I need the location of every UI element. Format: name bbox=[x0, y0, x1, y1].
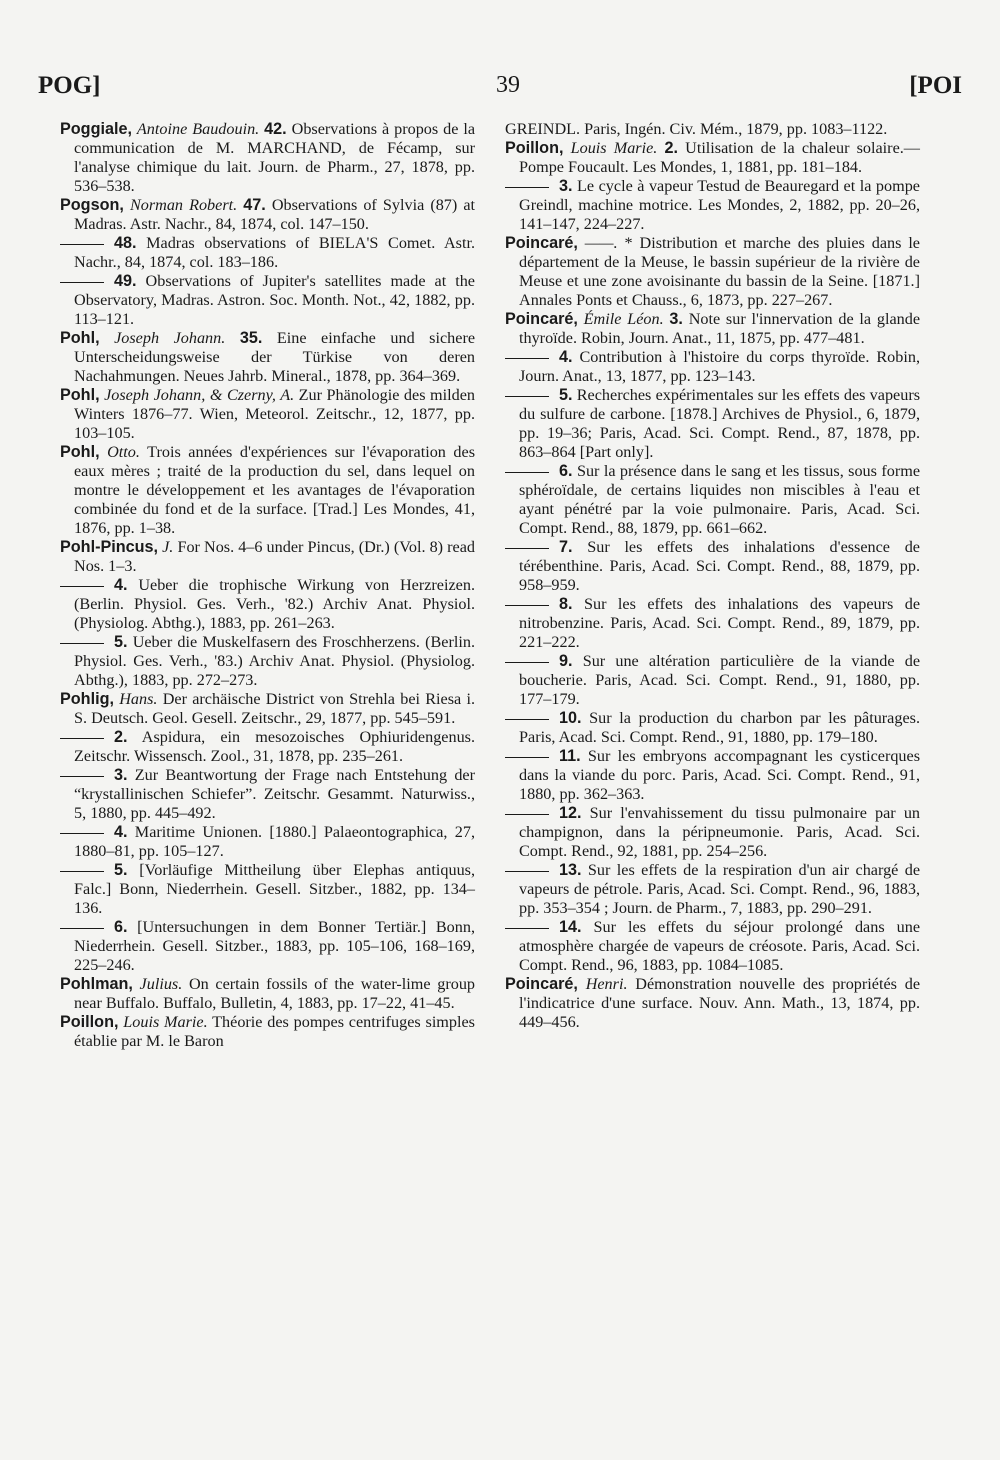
bibliography-entry bbox=[505, 386, 920, 462]
ditto-dash bbox=[60, 871, 104, 872]
entry-citation: Observations of Sylvia (87) at Madras. Astr. Nachr., 84, 1874, col. 147–150. bbox=[74, 196, 476, 233]
entry-number: 3. bbox=[114, 766, 128, 784]
entry-number: 6. bbox=[559, 462, 573, 480]
bibliography-entry bbox=[60, 1013, 475, 1051]
bibliography-entry bbox=[505, 975, 920, 1032]
entry-number: 9. bbox=[559, 652, 573, 670]
ditto-dash bbox=[505, 548, 549, 549]
entry-citation: [Untersuchungen in dem Bonner Tertiär.] Bonn, Niederrhein. Gesell. Sitzber., 1883, pp. 105–106, 168–169, 225–246. bbox=[74, 918, 476, 974]
right-column bbox=[505, 120, 920, 1032]
header-left-range: POG] bbox=[38, 72, 101, 99]
bibliography-entry bbox=[60, 234, 475, 272]
bibliography-entry bbox=[60, 120, 475, 196]
author-given-name: Louis Marie. bbox=[123, 1013, 208, 1031]
entry-citation: Zur Beantwortung der Frage nach Entstehung der “krystallinischen Schiefer”. Zeitschr. Gesammt. Naturwiss., 5, 1880, pp. 445–492. bbox=[74, 766, 476, 822]
author-given-name: Antoine Baudouin. bbox=[136, 120, 260, 138]
bibliography-entry bbox=[505, 804, 920, 861]
entry-citation: Recherches expérimentales sur les effets des vapeurs du sulfure de carbone. [1878.] Archives de Physiol., 6, 1879, pp. 19–36; Paris, Acad. Sci. Compt. Rend., 87, 1878, pp. 863–864 [Part only]. bbox=[519, 386, 921, 461]
ditto-dash bbox=[60, 833, 104, 834]
ditto-dash bbox=[60, 586, 104, 587]
entry-number: 13. bbox=[559, 861, 582, 879]
bibliography-entry bbox=[60, 690, 475, 728]
entry-citation: On certain fossils of the water-lime group near Buffalo. Buffalo, Bulletin, 4, 1883, pp. 17–22, 41–45. bbox=[74, 975, 476, 1012]
entry-number: 42. bbox=[264, 120, 287, 138]
bibliography-entry bbox=[505, 462, 920, 538]
entry-citation: For Nos. 4–6 under Pincus, (Dr.) (Vol. 8) read Nos. 1–3. bbox=[74, 538, 475, 575]
bibliography-entry bbox=[505, 861, 920, 918]
ditto-dash bbox=[505, 928, 549, 929]
bibliography-entry bbox=[505, 652, 920, 709]
bibliography-entry bbox=[60, 443, 475, 538]
entry-number: 3. bbox=[669, 310, 683, 328]
entry-number: 2. bbox=[664, 139, 678, 157]
author-surname: Poincaré, bbox=[505, 310, 578, 328]
entry-citation: Observations à propos de la communication de M. MARCHAND, de Fécamp, sur l'analyse chimique du lait. Journ. de Pharm., 27, 1878, pp. 536–538. bbox=[74, 120, 476, 195]
author-surname: Poincaré, bbox=[505, 234, 578, 252]
author-surname: Pohl, bbox=[60, 443, 100, 461]
author-surname: Poggiale, bbox=[60, 120, 132, 138]
ditto-dash bbox=[505, 187, 549, 188]
entry-citation: Note sur l'innervation de la glande thyroïde. Robin, Journ. Anat., 11, 1875, pp. 477–481. bbox=[519, 310, 921, 347]
entry-number: 5. bbox=[114, 633, 128, 651]
author-surname: Pohlig, bbox=[60, 690, 114, 708]
author-given-name: J. bbox=[162, 538, 174, 556]
entry-number: 2. bbox=[114, 728, 128, 746]
bibliography-entry bbox=[60, 329, 475, 386]
entry-citation: Sur les embryons accompagnant les cysticerques dans la viande du porc. Paris, Acad. Sci. Compt. Rend., 91, 1880, pp. 362–363. bbox=[519, 747, 921, 803]
entry-citation: Théorie des pompes centrifuges simples établie par M. le Baron bbox=[74, 1013, 475, 1050]
entry-citation: Maritime Unionen. [1880.] Palaeontographica, 27, 1880–81, pp. 105–127. bbox=[74, 823, 475, 860]
author-given-name: Émile Léon. bbox=[583, 310, 664, 328]
author-surname: Pohl-Pincus, bbox=[60, 538, 159, 556]
entry-citation: Eine einfache und sichere Unterscheidungsweise der Türkise von deren Nachahmungen. Neues Jahrb. Mineral., 1878, pp. 364–369. bbox=[74, 329, 476, 385]
author-given-name: Louis Marie. bbox=[570, 139, 658, 157]
ditto-dash bbox=[505, 719, 549, 720]
author-given-name: Hans. bbox=[119, 690, 158, 708]
bibliography-entry bbox=[60, 196, 475, 234]
bibliography-entry bbox=[60, 576, 475, 633]
entry-citation: Sur les effets des inhalations d'essence de térébenthine. Paris, Acad. Sci. Compt. Rend., 88, 1879, pp. 958–959. bbox=[519, 538, 920, 594]
entry-citation: Le cycle à vapeur Testud de Beauregard et la pompe Greindl, machine motrice. Les Mondes, 2, 1882, pp. 20–26, 141–147, 224–227. bbox=[519, 177, 920, 233]
author-given-name: Joseph Johann. bbox=[114, 329, 226, 347]
ditto-dash bbox=[60, 643, 104, 644]
entry-citation: Der archäische District von Strehla bei Riesa i. S. Deutsch. Geol. Gesell. Zeitschr., 29, 1877, pp. 545–591. bbox=[74, 690, 476, 727]
entry-citation: Sur l'envahissement du tissu pulmonaire par un champignon, dans la péripneumonie. Paris, Acad. Sci. Compt. Rend., 92, 1881, pp. 254–256. bbox=[519, 804, 921, 860]
author-given-name: Norman Robert. bbox=[129, 196, 238, 214]
entry-citation: [Vorläufige Mittheilung über Elephas antiquus, Falc.] Bonn, Niederrhein. Gesell. Sitzber., 1882, pp. 134–136. bbox=[74, 861, 476, 917]
bibliography-entry bbox=[505, 120, 920, 139]
bibliography-entry bbox=[60, 975, 475, 1013]
entry-citation: GREINDL. Paris, Ingén. Civ. Mém., 1879, pp. 1083–1122. bbox=[505, 120, 888, 138]
author-given-name: ——. bbox=[584, 234, 618, 252]
ditto-dash bbox=[60, 738, 104, 739]
entry-citation: * Distribution et marche des pluies dans le département de la Meuse, le bassin supérieur de la rivière de Meuse et une zone avoisinante du bassin de la Seine. [1871.] Annales Ponts et Chauss., 6, 1873, pp. 227–267. bbox=[519, 234, 920, 309]
entry-number: 47. bbox=[243, 196, 266, 214]
ditto-dash bbox=[505, 396, 549, 397]
entry-citation: Sur les effets de la respiration d'un air chargé de vapeurs de pétrole. Paris, Acad. Sci. Compt. Rend., 96, 1883, pp. 353–354 ; Journ. de Pharm., 7, 1883, pp. 290–291. bbox=[519, 861, 921, 917]
entry-citation: Madras observations of BIELA'S Comet. Astr. Nachr., 84, 1874, col. 183–186. bbox=[74, 234, 476, 271]
entry-citation: Sur la présence dans le sang et les tissus, sous forme sphéroïdale, de certains liquides non miscibles à l'eau et ayant pénétré par la voie pulmonaire. Paris, Acad. Sci. Compt. Rend., 88, 1879, pp. 661–662. bbox=[519, 462, 921, 537]
entry-number: 4. bbox=[114, 576, 128, 594]
entry-number: 5. bbox=[114, 861, 128, 879]
author-given-name: Joseph Johann, & Czerny, A. bbox=[104, 386, 295, 404]
author-surname: Poincaré, bbox=[505, 975, 578, 993]
author-surname: Poillon, bbox=[60, 1013, 119, 1031]
entry-citation: Ueber die trophische Wirkung von Herzreizen. (Berlin. Physiol. Ges. Verh., '82.) Archiv Anat. Physiol. (Physiolog. Abthg.), 1883, pp. 261–263. bbox=[74, 576, 476, 632]
author-given-name: Henri. bbox=[585, 975, 628, 993]
entry-citation: Utilisation de la chaleur solaire.—Pompe Foucault. Les Mondes, 1, 1881, pp. 181–184. bbox=[519, 139, 920, 176]
entry-number: 7. bbox=[559, 538, 573, 556]
entry-number: 10. bbox=[559, 709, 582, 727]
entry-citation: Sur les effets du séjour prolongé dans une atmosphère chargée de vapeurs de créosote. Paris, Acad. Sci. Compt. Rend., 96, 1883, pp. 1084–1085. bbox=[519, 918, 921, 974]
bibliography-entry bbox=[505, 918, 920, 975]
entry-number: 12. bbox=[559, 804, 582, 822]
bibliography-entry bbox=[505, 310, 920, 348]
left-column bbox=[60, 120, 475, 1051]
entry-number: 6. bbox=[114, 918, 128, 936]
entry-number: 35. bbox=[239, 329, 263, 347]
entry-citation: Observations of Jupiter's satellites made at the Observatory, Madras. Astron. Soc. Month. Not., 42, 1882, pp. 113–121. bbox=[74, 272, 475, 328]
entry-citation: Sur une altération particulière de la viande de boucherie. Paris, Acad. Sci. Compt. Rend., 91, 1880, pp. 177–179. bbox=[519, 652, 920, 708]
bibliography-entry bbox=[60, 633, 475, 690]
author-surname: Poillon, bbox=[505, 139, 564, 157]
entry-number: 3. bbox=[559, 177, 573, 195]
entry-number: 5. bbox=[559, 386, 573, 404]
bibliography-entry bbox=[505, 177, 920, 234]
page-number: 39 bbox=[496, 72, 520, 98]
bibliography-entry bbox=[505, 747, 920, 804]
ditto-dash bbox=[505, 757, 549, 758]
bibliography-entry bbox=[505, 538, 920, 595]
entry-citation: Zur Phänologie des milden Winters 1876–77. Wien, Meteorol. Zeitschr., 12, 1877, pp. 103–105. bbox=[74, 386, 475, 442]
entry-number: 4. bbox=[114, 823, 128, 841]
ditto-dash bbox=[505, 814, 549, 815]
bibliography-entry bbox=[505, 595, 920, 652]
ditto-dash bbox=[505, 358, 549, 359]
entry-number: 4. bbox=[559, 348, 573, 366]
entry-citation: Sur la production du charbon par les pâturages. Paris, Acad. Sci. Compt. Rend., 91, 1880, pp. 179–180. bbox=[519, 709, 920, 746]
ditto-dash bbox=[60, 928, 104, 929]
entry-citation: Sur les effets des inhalations des vapeurs de nitrobenzine. Paris, Acad. Sci. Compt. Rend., 89, 1879, pp. 221–222. bbox=[519, 595, 921, 651]
author-given-name: Otto. bbox=[107, 443, 140, 461]
bibliography-entry bbox=[60, 918, 475, 975]
entry-number: 14. bbox=[559, 918, 582, 936]
ditto-dash bbox=[505, 662, 549, 663]
entry-number: 49. bbox=[114, 272, 137, 290]
bibliography-entry bbox=[60, 386, 475, 443]
author-surname: Pogson, bbox=[60, 196, 124, 214]
ditto-dash bbox=[505, 871, 549, 872]
author-surname: Pohl, bbox=[60, 386, 100, 404]
bibliography-entry bbox=[60, 766, 475, 823]
author-surname: Pohl, bbox=[60, 329, 100, 347]
bibliography-entry bbox=[60, 861, 475, 918]
ditto-dash bbox=[505, 472, 549, 473]
ditto-dash bbox=[60, 244, 104, 245]
entry-number: 11. bbox=[559, 747, 581, 765]
author-surname: Pohlman, bbox=[60, 975, 133, 993]
running-header bbox=[38, 72, 962, 112]
bibliography-entry bbox=[505, 709, 920, 747]
author-given-name: Julius. bbox=[139, 975, 183, 993]
entry-citation: Trois années d'expériences sur l'évaporation des eaux mères ; traité de la production du sel, dans lequel on montre le développement et les avantages de l'évaporation combinée du fond et de la surface. [Trad.] Les Mondes, 41, 1876, pp. 1–38. bbox=[74, 443, 476, 537]
entry-citation: Aspidura, ein mesozoisches Ophiuridengenus. Zeitschr. Wissensch. Zool., 31, 1878, pp. 235–261. bbox=[74, 728, 476, 765]
entry-citation: Ueber die Muskelfasern des Froschherzens. (Berlin. Physiol. Ges. Verh., '83.) Archiv Anat. Physiol. (Physiolog. Abthg.), 1883, pp. 272–273. bbox=[74, 633, 475, 689]
bibliography-entry bbox=[505, 139, 920, 177]
entry-citation: Démonstration nouvelle des propriétés de l'indicatrice d'une surface. Nouv. Ann. Math., 13, 1874, pp. 449–456. bbox=[519, 975, 921, 1031]
entry-number: 48. bbox=[114, 234, 137, 252]
bibliography-entry bbox=[505, 348, 920, 386]
bibliography-entry bbox=[60, 823, 475, 861]
ditto-dash bbox=[60, 776, 104, 777]
header-right-range: [POI bbox=[909, 72, 962, 99]
bibliography-entry bbox=[60, 728, 475, 766]
bibliography-entry bbox=[60, 272, 475, 329]
ditto-dash bbox=[60, 282, 104, 283]
bibliography-entry bbox=[505, 234, 920, 310]
ditto-dash bbox=[505, 605, 549, 606]
entry-citation: Contribution à l'histoire du corps thyroïde. Robin, Journ. Anat., 13, 1877, pp. 123–143. bbox=[519, 348, 921, 385]
entry-number: 8. bbox=[559, 595, 573, 613]
bibliography-entry bbox=[60, 538, 475, 576]
